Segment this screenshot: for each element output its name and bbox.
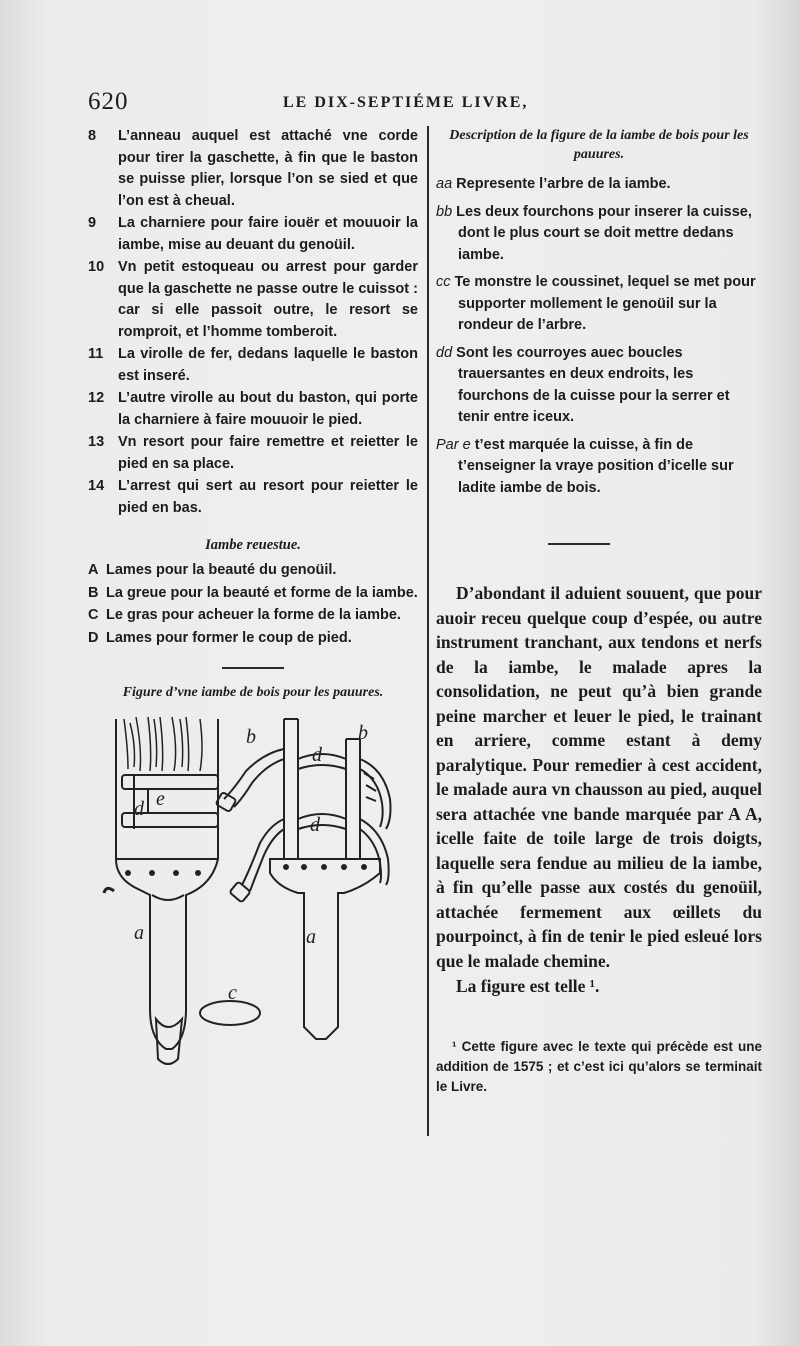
footnote: ¹ Cette figure avec le texte qui précède est une addition de 1575 ; et c’est ici qu’alors se terminait le Livre. bbox=[436, 1039, 762, 1094]
numbered-item bbox=[88, 344, 418, 387]
description-item bbox=[436, 174, 762, 196]
description-list bbox=[436, 174, 762, 499]
description-text: Te monstre le coussinet, lequel se met pour supporter mollement le genoüil sur la rondeur de l’arbre. bbox=[454, 274, 756, 333]
legend-letter: C bbox=[88, 607, 99, 623]
numbered-item bbox=[88, 476, 418, 519]
legend-text: La greue pour la beauté et forme de la iambe. bbox=[106, 584, 418, 601]
description-item bbox=[436, 272, 762, 337]
figure-caption: Figure d’vne iambe de bois pour les pauures. bbox=[122, 685, 384, 700]
description-item bbox=[436, 343, 762, 429]
item-text: L’arrest qui sert au resort pour reietter le pied en bas. bbox=[118, 478, 418, 516]
section-rule bbox=[548, 543, 610, 545]
legend-item bbox=[88, 605, 418, 627]
description-key: bb bbox=[436, 203, 453, 220]
column-divider bbox=[427, 126, 429, 1136]
item-text: Vn resort pour faire remettre et reietter le pied en sa place. bbox=[118, 434, 418, 472]
description-key: Par e bbox=[436, 436, 471, 453]
description-key: aa bbox=[436, 176, 453, 192]
legend-letter: A bbox=[88, 562, 99, 578]
item-text: La virolle de fer, dedans laquelle le baston est inseré. bbox=[118, 346, 418, 384]
numbered-item bbox=[88, 432, 418, 475]
item-text: L’autre virolle au bout du baston, qui porte la charniere à faire mouuoir le pied. bbox=[118, 390, 418, 428]
label-b-right: b bbox=[358, 722, 368, 744]
legend-text: Le gras pour acheuer la forme de la iambe. bbox=[106, 607, 401, 623]
label-e: e bbox=[156, 788, 165, 810]
label-c: c bbox=[228, 982, 237, 1004]
numbered-item bbox=[88, 126, 418, 212]
item-text: La charniere pour faire iouër et mouuoir la iambe, mise au deuant du genoüil. bbox=[118, 215, 418, 253]
legend-item bbox=[88, 628, 418, 650]
legend-text: Lames pour la beauté du genoüil. bbox=[106, 562, 337, 578]
description-text: t’est marquée la cuisse, à fin de t’enseigner la vraye position d’icelle sur ladite iambe de bois. bbox=[458, 436, 734, 496]
label-b-left: b bbox=[246, 726, 256, 748]
figure-reference: La figure est telle ¹. bbox=[456, 976, 600, 996]
numbered-list bbox=[88, 126, 418, 519]
section-rule bbox=[222, 667, 284, 669]
item-number: 14 bbox=[88, 478, 105, 494]
legend-letter: D bbox=[88, 629, 99, 646]
label-d-middle: d bbox=[310, 814, 320, 836]
description-key: cc bbox=[436, 274, 451, 290]
description-heading: Description de la figure de la iambe de bois pour les pauures. bbox=[449, 128, 749, 162]
label-a-right: a bbox=[306, 926, 316, 948]
left-column bbox=[88, 126, 418, 1099]
page-number: 620 bbox=[88, 88, 129, 115]
label-a-left: a bbox=[134, 922, 144, 944]
item-number: 12 bbox=[88, 390, 105, 406]
page-header bbox=[88, 88, 768, 124]
description-item bbox=[436, 435, 762, 500]
description-text: Represente l’arbre de la iambe. bbox=[456, 176, 671, 192]
item-number: 9 bbox=[88, 215, 97, 231]
item-number: 11 bbox=[88, 346, 104, 362]
legend-list bbox=[88, 560, 418, 649]
right-column bbox=[436, 126, 762, 1111]
legend-text: Lames pour former le coup de pied. bbox=[106, 629, 352, 646]
item-text: Vn petit estoqueau ou arrest pour garder que la gaschette ne passe outre le cuissot : car si elle passoit outre, le resort se romproit, et l’homme tomberoit. bbox=[118, 259, 418, 340]
section-subheading: Iambe reuestue. bbox=[205, 537, 301, 553]
wooden-leg-frame-drawing bbox=[216, 719, 391, 1039]
legend-item bbox=[88, 560, 418, 582]
description-key: dd bbox=[436, 344, 453, 361]
legend-item bbox=[88, 583, 418, 605]
item-number: 13 bbox=[88, 434, 105, 450]
numbered-item bbox=[88, 257, 418, 343]
running-title: LE DIX-SEPTIÉME LIVRE, bbox=[283, 94, 529, 111]
description-item bbox=[436, 202, 762, 267]
item-text: L’anneau auquel est attaché vne corde pour tirer la gaschette, à fin que le baston se puisse plier, lorsque l’on se sied et que l’on est à cheual. bbox=[118, 128, 418, 209]
label-d-leftleg: d bbox=[134, 798, 144, 820]
cushion-drawing bbox=[200, 1001, 260, 1025]
legend-letter: B bbox=[88, 584, 99, 601]
numbered-item bbox=[88, 213, 418, 256]
wooden-leg-figure bbox=[94, 709, 414, 1099]
label-d-top: d bbox=[312, 744, 322, 766]
item-number: 10 bbox=[88, 259, 105, 275]
description-text: Les deux fourchons pour inserer la cuisse, dont le plus court se doit mettre dedans iambe. bbox=[456, 203, 752, 263]
item-number: 8 bbox=[88, 128, 97, 144]
numbered-item bbox=[88, 388, 418, 431]
wooden-leg-illustration bbox=[94, 709, 414, 1099]
description-text: Sont les courroyes auec boucles trauersantes en deux endroits, les fourchons de la cuisse pour la serrer et tenir entre iceux. bbox=[456, 344, 730, 425]
body-paragraph: D’abondant il aduient souuent, que pour auoir receu quelque coup d’espée, ou autre instrument tranchant, aux tendons et nerfs de la iambe, le malade apres la consolidation, ne peut qu’à bien grande peine marcher et leuer le pied, le trainant en arriere, comme estant à demy paralytique. Pour remedier à cest accident, le malade aura vn chausson au pied, auquel sera attachée vne bande marquée par A A, icelle faite de toile large de trois doigts, laquelle sera fendue au milieu de la iambe, à fin qu’elle passe aux costés du genoüil, attachée fermement aux œillets du pourpoinct, à fin de tenir le pied esleué lors que le malade chemine. bbox=[436, 583, 762, 971]
